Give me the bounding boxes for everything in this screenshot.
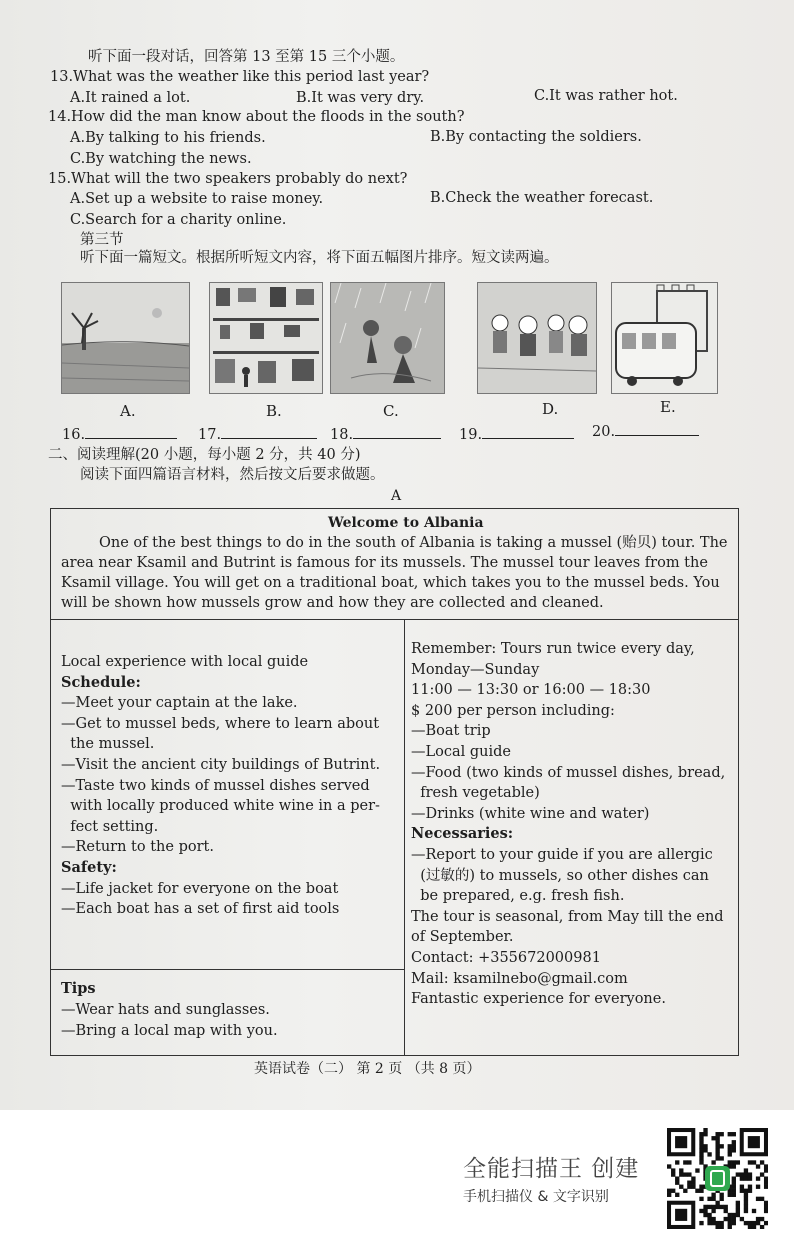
details-line: —Boat trip	[411, 723, 491, 740]
details-line: Monday—Sunday	[411, 661, 540, 678]
q13-option-b: B.It was very dry.	[296, 90, 425, 106]
tips-line: —Bring a local map with you.	[61, 1023, 278, 1039]
picture-label-c: C.	[383, 402, 399, 420]
q14-option-c: C.By watching the news.	[70, 151, 252, 167]
details-line: be prepared, e.g. fresh fish.	[411, 888, 625, 905]
answer-blank-18[interactable]: 18.	[330, 424, 441, 443]
q15-option-c: C.Search for a charity online.	[70, 212, 287, 228]
box-title: Welcome to Albania	[328, 515, 484, 531]
q15-option-b: B.Check the weather forecast.	[430, 190, 654, 206]
qr-code-icon	[667, 1128, 768, 1229]
details-line: The tour is seasonal, from May till the end	[411, 908, 724, 925]
answer-blank-17[interactable]: 17.	[198, 424, 317, 443]
passage-letter: A	[391, 488, 402, 504]
box-divider-top	[51, 619, 738, 620]
details-line: Necessaries:	[411, 825, 514, 843]
details-line: fresh vegetable)	[411, 785, 540, 802]
schedule-line: —Meet your captain at the lake.	[61, 695, 298, 712]
section3-instructions: 听下面一篇短文。根据所听短文内容，将下面五幅图片排序。短文读两遍。	[80, 250, 559, 266]
schedule-line: —Get to mussel beds, where to learn about	[61, 715, 380, 732]
scanner-brand-subtitle: 手机扫描仪 & 文字识别	[463, 1189, 609, 1205]
q13-option-a: A.It rained a lot.	[70, 90, 191, 106]
picture-d-children	[477, 282, 597, 394]
picture-e-tram-building	[611, 282, 718, 394]
picture-label-e: E.	[660, 398, 676, 416]
scanner-brand-title: 全能扫描王 创建	[463, 1156, 640, 1182]
box-divider-tips	[51, 969, 404, 970]
details-line: —Food (two kinds of mussel dishes, bread,	[411, 764, 726, 781]
picture-label-a: A.	[120, 402, 136, 420]
picture-c-rain-scene	[330, 282, 445, 394]
section3-title: 第三节	[80, 232, 124, 248]
details-line: Mail: ksamilnebo@gmail.com	[411, 970, 628, 987]
question-13: 13.What was the weather like this period last year?	[50, 69, 430, 85]
details-line: —Report to your guide if you are allergic	[411, 847, 713, 863]
details-line: $ 200 per person including:	[411, 702, 615, 719]
schedule-line: —Taste two kinds of mussel dishes served	[61, 777, 370, 794]
schedule-line: —Each boat has a set of first aid tools	[61, 901, 340, 918]
page-footer: 英语试卷（二） 第 2 页 （共 8 页）	[254, 1061, 481, 1077]
details-line: (过敏的) to mussels, so other dishes can	[411, 867, 709, 884]
question-15: 15.What will the two speakers probably do next?	[48, 171, 408, 187]
box-intro-line-3: Ksamil village. You will get on a traditional boat, which takes you to the mussel beds. You	[61, 575, 720, 591]
details-line: Remember: Tours run twice every day,	[411, 641, 695, 657]
picture-label-b: B.	[266, 402, 282, 420]
schedule-line: —Visit the ancient city buildings of Butrint.	[61, 757, 381, 773]
box-intro-line-2: area near Ksamil and Butrint is famous for its mussels. The mussel tour leaves from the	[61, 555, 708, 571]
q15-option-a: A.Set up a website to raise money.	[70, 191, 324, 207]
schedule-line: Schedule:	[61, 673, 141, 691]
details-line: of September.	[411, 929, 514, 946]
answer-blank-19[interactable]: 19.	[459, 424, 574, 443]
tips-line: Tips	[61, 980, 96, 997]
reading-instructions: 阅读下面四篇语言材料，然后按文后要求做题。	[80, 467, 385, 483]
box-intro-line-4: will be shown how mussels grow and how they are collected and cleaned.	[61, 595, 604, 611]
tips-line: —Wear hats and sunglasses.	[61, 1002, 270, 1018]
q14-option-a: A.By talking to his friends.	[70, 130, 266, 146]
answer-blank-16[interactable]: 16.	[62, 424, 177, 443]
albania-tour-box	[50, 508, 739, 1056]
q13-option-c: C.It was rather hot.	[534, 88, 678, 104]
schedule-line: Safety:	[61, 859, 117, 876]
details-line: —Local guide	[411, 744, 511, 760]
details-line: Contact: +355672000981	[411, 950, 601, 966]
schedule-line: Local experience with local guide	[61, 654, 309, 670]
answer-blank-20[interactable]: 20.	[592, 421, 699, 440]
schedule-line: the mussel.	[61, 736, 155, 753]
listening-intro: 听下面一段对话，回答第 13 至第 15 三个小题。	[88, 49, 405, 65]
box-divider-middle	[404, 619, 405, 1055]
reading-heading: 二、阅读理解(20 小题，每小题 2 分，共 40 分)	[48, 447, 361, 463]
picture-label-d: D.	[542, 400, 559, 418]
schedule-line: fect setting.	[61, 818, 159, 835]
question-14: 14.How did the man know about the floods in the south?	[48, 109, 465, 125]
box-intro-line-1: One of the best things to do in the south of Albania is taking a mussel (贻贝) tour. The	[99, 535, 728, 551]
schedule-line: with locally produced white wine in a per-	[61, 798, 380, 815]
details-line: 11:00 — 13:30 or 16:00 — 18:30	[411, 682, 651, 699]
picture-b-gallery	[209, 282, 323, 394]
q14-option-b: B.By contacting the soldiers.	[430, 129, 642, 145]
details-line: Fantastic experience for everyone.	[411, 991, 666, 1008]
picture-a-windmill-field	[61, 282, 190, 394]
schedule-line: —Life jacket for everyone on the boat	[61, 880, 339, 897]
details-line: —Drinks (white wine and water)	[411, 805, 650, 822]
schedule-line: —Return to the port.	[61, 839, 214, 856]
